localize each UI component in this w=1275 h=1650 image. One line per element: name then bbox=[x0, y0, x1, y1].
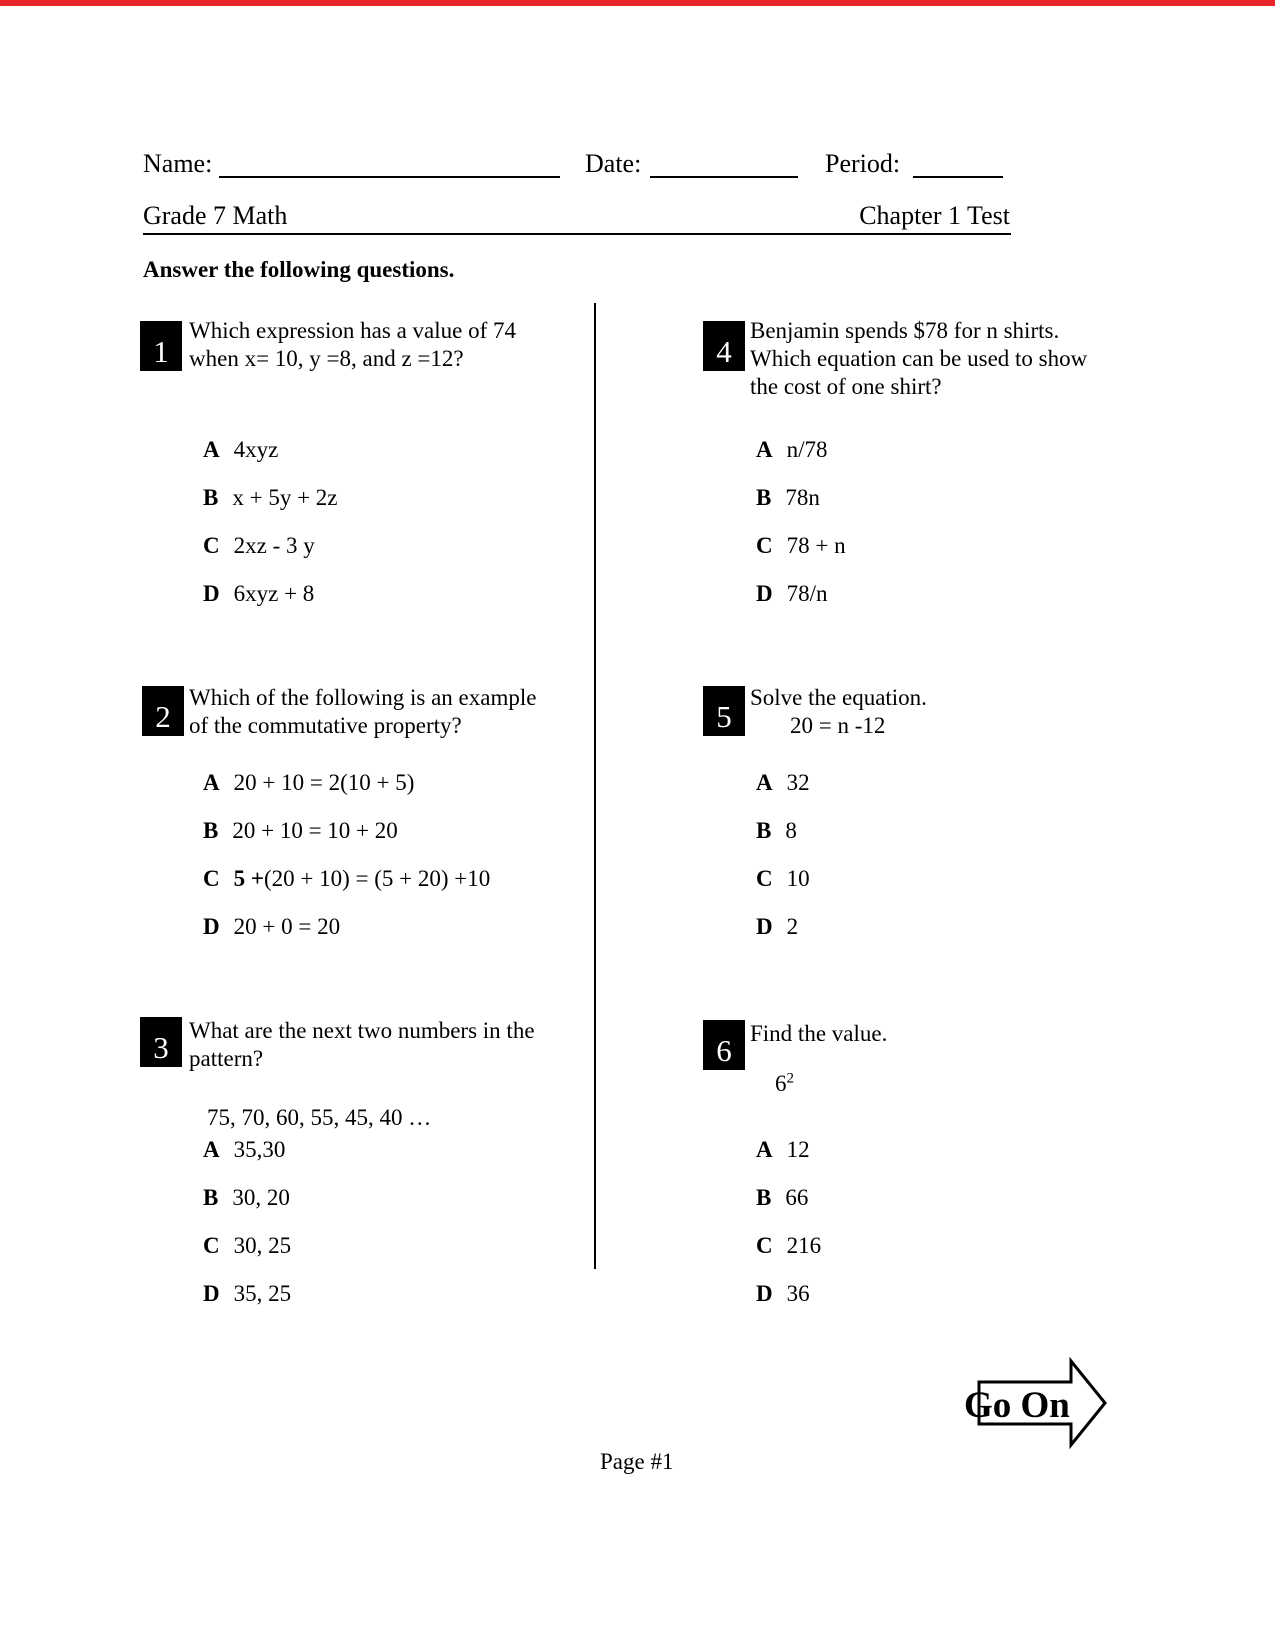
prompt-line: when x= 10, y =8, and z =12? bbox=[189, 346, 464, 371]
go-on-label: Go On bbox=[964, 1385, 1070, 1426]
option-row bbox=[756, 1281, 821, 1329]
prompt-line: Which of the following is an example bbox=[189, 685, 537, 710]
option-row bbox=[756, 437, 846, 485]
option-row bbox=[203, 1137, 291, 1185]
option-row bbox=[203, 914, 490, 962]
option-letter: B bbox=[756, 485, 772, 510]
option-row bbox=[203, 1185, 291, 1233]
prompt-line: Solve the equation. bbox=[750, 685, 927, 710]
option-letter: C bbox=[756, 533, 773, 558]
test-title: Chapter 1 Test bbox=[859, 201, 1010, 230]
option-text: 20 + 0 = 20 bbox=[233, 914, 341, 939]
prompt-line: the cost of one shirt? bbox=[750, 374, 942, 399]
question-2-number-badge bbox=[142, 686, 184, 736]
option-row bbox=[203, 1233, 291, 1281]
prompt-line: What are the next two numbers in the bbox=[189, 1018, 535, 1043]
option-letter: C bbox=[203, 1233, 220, 1258]
question-6-options bbox=[756, 1137, 821, 1329]
option-text: 216 bbox=[786, 1233, 822, 1258]
option-letter: B bbox=[203, 485, 219, 510]
option-row bbox=[756, 1185, 821, 1233]
question-number-text: 6 bbox=[716, 1033, 732, 1068]
column-divider bbox=[594, 303, 596, 1269]
option-row bbox=[203, 866, 490, 914]
option-bold-part: 5 + bbox=[233, 866, 264, 891]
question-5-equation: 20 = n -12 bbox=[790, 713, 886, 738]
option-letter: C bbox=[756, 866, 773, 891]
question-3-number-badge bbox=[140, 1017, 182, 1067]
option-text: n/78 bbox=[786, 437, 828, 462]
question-number-text: 4 bbox=[716, 334, 732, 369]
option-text: 78n bbox=[785, 485, 820, 510]
question-4-prompt bbox=[750, 317, 1087, 401]
question-1-prompt bbox=[189, 317, 516, 373]
option-text: 20 + 10 = 2(10 + 5) bbox=[233, 770, 415, 795]
option-row bbox=[203, 770, 490, 818]
option-letter: B bbox=[203, 1185, 219, 1210]
name-label: Name: bbox=[143, 149, 213, 178]
question-1-options bbox=[203, 437, 338, 629]
question-number-text: 5 bbox=[716, 699, 732, 734]
option-row bbox=[203, 533, 338, 581]
date-blank-line bbox=[650, 176, 798, 178]
question-3-prompt bbox=[189, 1017, 535, 1073]
question-number-text: 1 bbox=[153, 334, 169, 369]
question-6-expression bbox=[775, 1070, 794, 1098]
question-5-prompt bbox=[750, 684, 927, 712]
option-row bbox=[756, 818, 810, 866]
course-title: Grade 7 Math bbox=[143, 201, 288, 230]
option-letter: A bbox=[756, 437, 773, 462]
option-letter: D bbox=[203, 914, 220, 939]
question-3-sequence: 75, 70, 60, 55, 45, 40 … bbox=[207, 1105, 432, 1130]
option-letter: A bbox=[203, 437, 220, 462]
option-letter: A bbox=[756, 1137, 773, 1162]
prompt-line: pattern? bbox=[189, 1046, 264, 1071]
option-text: 35,30 bbox=[233, 1137, 286, 1162]
option-row bbox=[756, 914, 810, 962]
question-5-number-badge bbox=[703, 686, 745, 736]
option-text: 2xz - 3 y bbox=[233, 533, 315, 558]
option-letter: B bbox=[203, 818, 219, 843]
option-letter: A bbox=[203, 770, 220, 795]
prompt-line: Find the value. bbox=[750, 1021, 888, 1046]
date-label: Date: bbox=[585, 149, 642, 178]
prompt-line: of the commutative property? bbox=[189, 713, 462, 738]
option-text: 12 bbox=[786, 1137, 810, 1162]
prompt-line: Which equation can be used to show bbox=[750, 346, 1088, 371]
option-row bbox=[203, 581, 338, 629]
option-row bbox=[756, 581, 846, 629]
option-letter: D bbox=[203, 1281, 220, 1306]
option-letter: B bbox=[756, 818, 772, 843]
option-text: 66 bbox=[785, 1185, 809, 1210]
go-on-arrow bbox=[964, 1357, 1117, 1452]
option-text: 6xyz + 8 bbox=[233, 581, 315, 606]
option-letter: C bbox=[203, 866, 220, 891]
question-1-number-badge bbox=[140, 321, 182, 371]
option-row bbox=[756, 770, 810, 818]
page-number: Page #1 bbox=[600, 1449, 674, 1474]
option-text: 4xyz bbox=[233, 437, 279, 462]
option-row bbox=[203, 1281, 291, 1329]
option-letter: C bbox=[756, 1233, 773, 1258]
option-text: 30, 20 bbox=[232, 1185, 290, 1210]
prompt-line: Benjamin spends $78 for n shirts. bbox=[750, 318, 1060, 343]
period-label: Period: bbox=[825, 149, 901, 178]
option-letter: B bbox=[756, 1185, 772, 1210]
option-text: 2 bbox=[786, 914, 799, 939]
prompt-line: Which expression has a value of 74 bbox=[189, 318, 517, 343]
option-row bbox=[203, 437, 338, 485]
option-letter: A bbox=[756, 770, 773, 795]
question-6-prompt bbox=[750, 1020, 887, 1048]
option-text: 20 + 10 = 10 + 20 bbox=[232, 818, 398, 843]
instructions-text: Answer the following questions. bbox=[143, 257, 455, 282]
option-row bbox=[756, 533, 846, 581]
option-text: 78 + n bbox=[786, 533, 846, 558]
option-text: (20 + 10) = (5 + 20) +10 bbox=[263, 866, 491, 891]
option-text: 35, 25 bbox=[233, 1281, 292, 1306]
name-blank-line bbox=[219, 176, 560, 178]
option-row bbox=[203, 818, 490, 866]
scan-edge-artifact bbox=[0, 0, 1275, 6]
option-row bbox=[756, 866, 810, 914]
question-2-prompt bbox=[189, 684, 536, 740]
question-6-number-badge bbox=[703, 1020, 745, 1070]
question-4-number-badge bbox=[703, 321, 745, 371]
option-text: 36 bbox=[786, 1281, 810, 1306]
question-5-options bbox=[756, 770, 810, 962]
option-letter: A bbox=[203, 1137, 220, 1162]
option-text: x + 5y + 2z bbox=[232, 485, 338, 510]
option-row bbox=[756, 485, 846, 533]
question-number-text: 3 bbox=[153, 1030, 169, 1065]
question-4-options bbox=[756, 437, 846, 629]
option-text: 32 bbox=[786, 770, 810, 795]
option-text: 30, 25 bbox=[233, 1233, 292, 1258]
option-text: 8 bbox=[785, 818, 797, 843]
period-blank-line bbox=[913, 176, 1003, 178]
option-letter: D bbox=[756, 581, 773, 606]
expression-base: 6 bbox=[775, 1071, 787, 1096]
question-number-text: 2 bbox=[155, 699, 171, 734]
expression-exponent: 2 bbox=[786, 1070, 794, 1087]
option-row bbox=[756, 1137, 821, 1185]
option-row bbox=[756, 1233, 821, 1281]
option-text: 78/n bbox=[786, 581, 828, 606]
header-rule bbox=[143, 233, 1011, 235]
question-3-options bbox=[203, 1137, 291, 1329]
option-letter: D bbox=[203, 581, 220, 606]
question-2-options bbox=[203, 770, 490, 962]
option-letter: D bbox=[756, 1281, 773, 1306]
option-row bbox=[203, 485, 338, 533]
option-letter: C bbox=[203, 533, 220, 558]
option-letter: D bbox=[756, 914, 773, 939]
option-text: 10 bbox=[786, 866, 810, 891]
